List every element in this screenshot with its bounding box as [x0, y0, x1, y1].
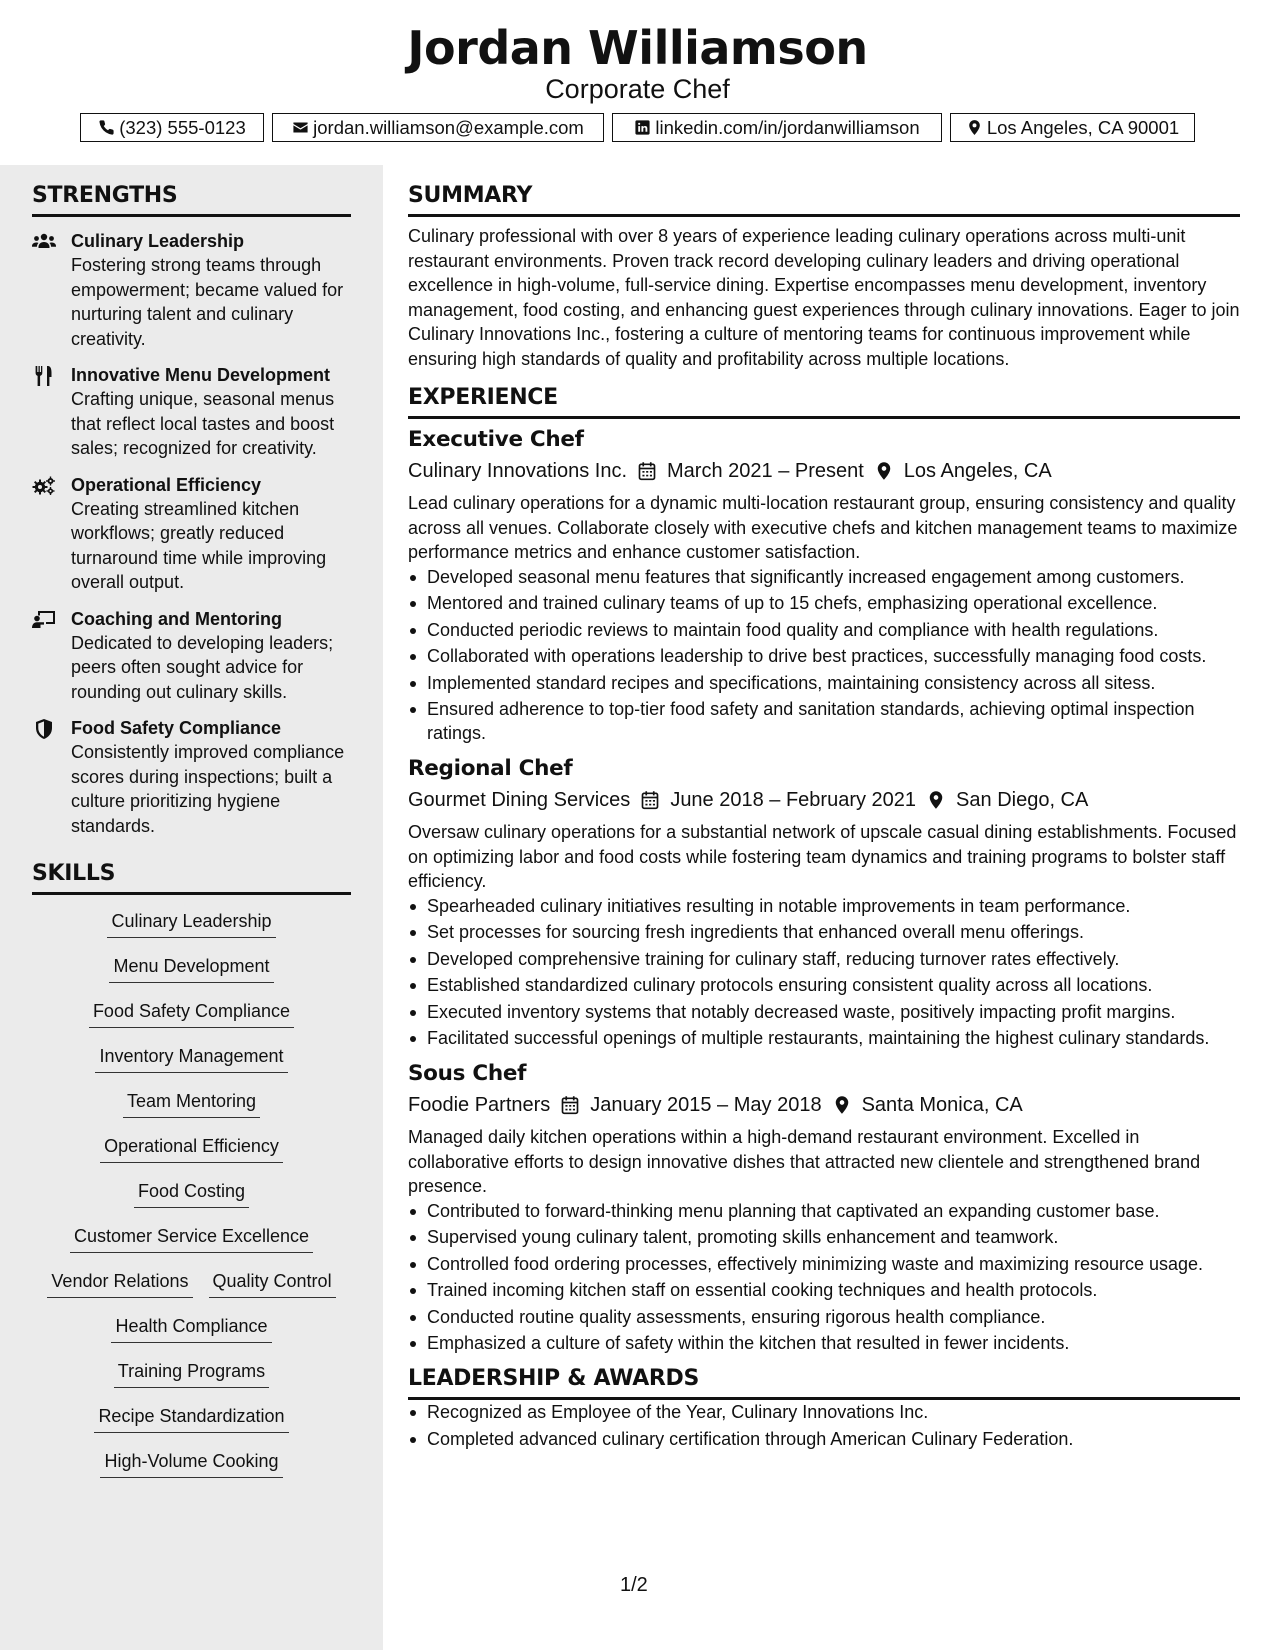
contact-email[interactable] [272, 113, 604, 142]
skill-tag: Culinary Leadership [107, 909, 275, 938]
shield-icon [32, 719, 56, 739]
utensils-icon [32, 366, 56, 386]
job-company: Foodie Partners [408, 1094, 551, 1116]
summary-heading: SUMMARY [408, 182, 1240, 217]
list-item: Emphasized a culture of safety within the kitchen that resulted in fewer incidents. [408, 1331, 1240, 1355]
gears-icon [32, 476, 56, 496]
calendar-icon [560, 1095, 580, 1115]
strength-item [32, 363, 351, 461]
phone-icon [98, 119, 115, 136]
job-meta [408, 1091, 1240, 1119]
skill-tag: Menu Development [109, 954, 273, 983]
job-title: Regional Chef [408, 756, 573, 781]
strength-title: Culinary Leadership [71, 231, 245, 251]
job-bullets [408, 894, 1240, 1051]
list-item: Supervised young culinary talent, promoting skills enhancement and teamwork. [408, 1225, 1240, 1249]
list-item: Developed comprehensive training for culinary staff, reducing turnover rates effectively. [408, 947, 1240, 971]
calendar-icon [637, 461, 657, 481]
job-dates: January 2015 – May 2018 [590, 1094, 822, 1116]
contact-bar [0, 113, 1275, 142]
strengths-heading: STRENGTHS [32, 182, 351, 217]
list-item: Collaborated with operations leadership to drive best practices, successfully managing food costs. [408, 644, 1240, 668]
contact-phone [80, 113, 264, 142]
linkedin-icon [634, 119, 651, 136]
contact-location [950, 113, 1195, 142]
skill-tag: Quality Control [209, 1269, 336, 1298]
skill-tag: High-Volume Cooking [100, 1449, 282, 1478]
skills-list [32, 909, 351, 1494]
job-dates: March 2021 – Present [667, 460, 864, 482]
experience-heading: EXPERIENCE [408, 384, 1240, 419]
list-item: Facilitated successful openings of multiple restaurants, maintaining the highest culinary standards. [408, 1026, 1240, 1050]
strength-desc: Crafting unique, seasonal menus that reflect local tastes and boost sales; recognized for creativity. [71, 389, 335, 458]
list-item: Implemented standard recipes and specifications, maintaining consistency across all sitess. [408, 671, 1240, 695]
skill-tag: Recipe Standardization [94, 1404, 288, 1433]
job-dates-group [560, 1091, 821, 1119]
strength-desc: Dedicated to developing leaders; peers often sought advice for rounding out culinary skills. [71, 632, 334, 702]
job-description: Managed daily kitchen operations within a high-demand restaurant environment. Excelled in collaborative efforts to design innovative dishes that attracted new clientele and strengthened brand presence. [408, 1127, 1201, 1196]
skill-tag: Operational Efficiency [100, 1134, 283, 1163]
job-entry [408, 426, 1240, 745]
strength-desc: Creating streamlined kitchen workflows; greatly reduced turnaround time while improving overall output. [71, 498, 327, 592]
strength-title: Innovative Menu Development [71, 365, 331, 385]
list-item: Set processes for sourcing fresh ingredients that enhanced overall menu offerings. [408, 920, 1240, 944]
page-number: 1/2 [620, 1574, 648, 1596]
contact-linkedin[interactable] [612, 113, 942, 142]
skill-tag: Inventory Management [95, 1044, 287, 1073]
main-content [408, 182, 1240, 1453]
list-item: Trained incoming kitchen staff on essential cooking techniques and health protocols. [408, 1278, 1240, 1302]
sidebar [0, 165, 383, 1650]
job-location-group [832, 1091, 1023, 1119]
list-item: Spearheaded culinary initiatives resulting in notable improvements in team performance. [408, 894, 1240, 918]
location-text: Los Angeles, CA 90001 [986, 116, 1180, 138]
list-item: Contributed to forward-thinking menu planning that captivated an expanding customer base. [408, 1199, 1240, 1223]
leadership-list [408, 1400, 1240, 1451]
strength-item [32, 473, 351, 595]
map-pin-icon [832, 1095, 852, 1115]
job-entry [408, 755, 1240, 1050]
list-item: Ensured adherence to top-tier food safety and sanitation standards, achieving optimal inspection ratings. [408, 697, 1240, 745]
job-company: Gourmet Dining Services [408, 789, 631, 811]
email-text[interactable]: jordan.williamson@example.com [313, 116, 584, 138]
skill-tag: Health Compliance [111, 1314, 271, 1343]
strength-desc: Consistently improved compliance scores during inspections; built a culture prioritizing hygiene standards. [71, 742, 345, 836]
leadership-heading: LEADERSHIP & AWARDS [408, 1365, 1240, 1400]
strength-desc: Fostering strong teams through empowerment; became valued for nurturing talent and culinary creativity. [71, 255, 344, 349]
job-location-group [926, 786, 1088, 814]
map-pin-icon [874, 461, 894, 481]
map-pin-icon [926, 790, 946, 810]
job-location: Santa Monica, CA [861, 1094, 1023, 1116]
job-location: San Diego, CA [956, 789, 1089, 811]
job-title: Sous Chef [408, 1061, 527, 1086]
resume-header [0, 0, 1275, 165]
job-bullets [408, 1199, 1240, 1356]
job-location: Los Angeles, CA [903, 460, 1052, 482]
skills-heading: SKILLS [32, 860, 351, 895]
skill-tag: Customer Service Excellence [70, 1224, 313, 1253]
job-entry [408, 1060, 1240, 1355]
strength-title: Coaching and Mentoring [71, 608, 282, 629]
skill-tag: Food Safety Compliance [89, 999, 294, 1028]
job-title-headline: Corporate Chef [545, 74, 730, 104]
strength-item [32, 716, 351, 838]
strength-title: Food Safety Compliance [71, 718, 282, 738]
list-item: Conducted routine quality assessments, ensuring rigorous health compliance. [408, 1305, 1240, 1329]
list-item: Recognized as Employee of the Year, Culinary Innovations Inc. [408, 1400, 1240, 1424]
list-item: Conducted periodic reviews to maintain food quality and compliance with health regulations. [408, 618, 1240, 642]
job-meta [408, 457, 1240, 485]
envelope-icon [292, 119, 309, 136]
skill-tag: Vendor Relations [47, 1269, 192, 1298]
list-item: Controlled food ordering processes, effectively minimizing waste and maximizing resource usage. [408, 1252, 1240, 1276]
skill-tag: Team Mentoring [123, 1089, 260, 1118]
list-item: Established standardized culinary protocols ensuring consistent quality across all locations. [408, 973, 1240, 997]
calendar-icon [640, 790, 660, 810]
chalkboard-teacher-icon [32, 610, 56, 630]
list-item: Executed inventory systems that notably decreased waste, positively impacting profit margins. [408, 1000, 1240, 1024]
job-meta [408, 786, 1240, 814]
skill-tag: Training Programs [114, 1359, 269, 1388]
strength-item [32, 607, 351, 705]
skill-tag: Food Costing [134, 1179, 249, 1208]
job-dates: June 2018 – February 2021 [670, 789, 917, 811]
candidate-name: Jordan Williamson [407, 21, 868, 75]
strength-item [32, 229, 351, 351]
summary-text: Culinary professional with over 8 years of experience leading culinary operations across multi-unit restaurant environments. Proven track record developing culinary leaders and driving operational excellence in high-volume, full-service dining. Expertise encompasses menu development, inventory management, food costing, and enhancing guest experiences through culinary innovations. Eager to join Culinary Innovations Inc., fostering a culture of mentoring teams for continuous improvement while ensuring high standards of quality and profitability across multiple locations. [408, 226, 1240, 369]
job-dates-group [640, 786, 916, 814]
list-item: Mentored and trained culinary teams of up to 15 chefs, emphasizing operational excellence. [408, 591, 1240, 615]
job-location-group [874, 457, 1052, 485]
map-pin-icon [966, 119, 983, 136]
strength-title: Operational Efficiency [71, 474, 262, 495]
job-dates-group [637, 457, 864, 485]
job-title: Executive Chef [408, 427, 584, 452]
job-description: Lead culinary operations for a dynamic multi-location restaurant group, ensuring consistency and quality across all venues. Collaborate closely with executive chefs and kitchen management teams to maximize performance metrics and enhance customer satisfaction. [408, 493, 1238, 562]
list-item: Developed seasonal menu features that significantly increased engagement among customers. [408, 565, 1240, 589]
job-company: Culinary Innovations Inc. [408, 460, 628, 482]
linkedin-text[interactable]: linkedin.com/in/jordanwilliamson [655, 116, 920, 138]
list-item: Completed advanced culinary certification through American Culinary Federation. [408, 1427, 1240, 1451]
phone-text: (323) 555-0123 [119, 116, 246, 138]
job-description: Oversaw culinary operations for a substantial network of upscale casual dining establishments. Focused on optimizing labor and food costs while fostering team dynamics and training programs to bolster staff efficiency. [408, 822, 1237, 891]
users-icon [32, 232, 56, 252]
job-bullets [408, 565, 1240, 746]
